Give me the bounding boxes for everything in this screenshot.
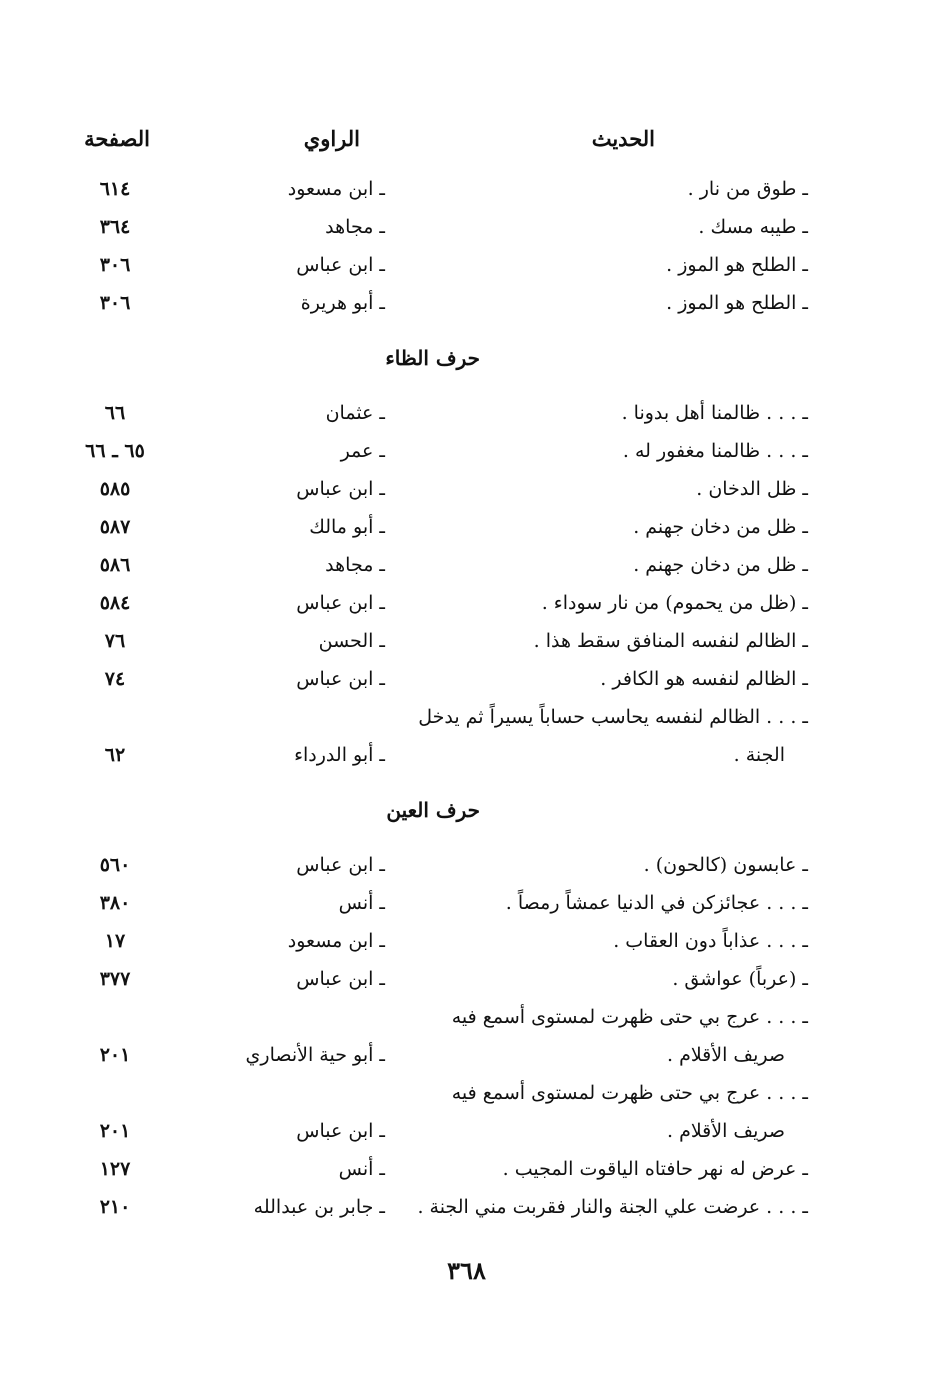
narrator: ـ الحسن <box>318 630 385 652</box>
page-ref: ٥٨٤ <box>99 592 131 614</box>
narrator: ـ مجاهد <box>325 216 385 238</box>
page-ref: ٦١٤ <box>99 178 131 200</box>
page-number: ٣٦٨ <box>447 1256 486 1285</box>
table-row <box>60 1188 840 1226</box>
hadith-text: ـ ظل من دخان جهنم . <box>633 516 808 538</box>
table-row <box>60 736 840 774</box>
narrator: ـ أبو حية الأنصاري <box>245 1044 385 1066</box>
narrator: ـ ابن عباس <box>296 254 385 276</box>
page-ref: ١٢٧ <box>99 1158 131 1180</box>
table-row <box>60 1112 840 1150</box>
narrator: ـ ابن عباس <box>296 668 385 690</box>
narrator: ـ أنس <box>338 892 385 914</box>
page-ref: ٥٦٠ <box>99 854 131 876</box>
hadith-text: ـ . . . عرج بي حتى ظهرت لمستوى أسمع فيه <box>451 1006 808 1028</box>
page-ref: ٢٠١ <box>99 1044 131 1066</box>
narrator: ـ أبو مالك <box>309 516 385 538</box>
hadith-text: ـ عرض له نهر حافتاه الياقوت المجيب . <box>502 1158 808 1180</box>
page-ref: ٥٨٦ <box>99 554 131 576</box>
narrator: ـ أبو هريرة <box>300 292 385 314</box>
narrator: ـ ابن عباس <box>296 968 385 990</box>
section-title: حرف الظاء <box>385 346 480 370</box>
section-heading-ain <box>60 774 840 846</box>
section-title: حرف العين <box>386 798 480 822</box>
table-row <box>60 698 840 736</box>
hadith-text: ـ عابسون (كالحون) . <box>643 854 808 876</box>
narrator: ـ جابر بن عبدالله <box>253 1196 385 1218</box>
page-ref: ٣٦٤ <box>99 216 131 238</box>
page-ref: ٦٥ ـ ٦٦ <box>85 440 145 462</box>
table-row <box>60 846 840 884</box>
table-row <box>60 998 840 1036</box>
table-row <box>60 284 840 322</box>
hadith-text: ـ . . . عجائزكن في الدنيا عمشاً رمصاً . <box>505 892 808 914</box>
index-table <box>60 170 840 1226</box>
hadith-text: ـ طوق من نار . <box>687 178 808 200</box>
page-ref: ٦٢ <box>104 744 126 766</box>
table-row <box>60 884 840 922</box>
narrator: ـ ابن مسعود <box>287 178 385 200</box>
table-row <box>60 960 840 998</box>
header-page: الصفحة <box>84 126 150 151</box>
hadith-text: ـ الطلح هو الموز . <box>666 254 808 276</box>
narrator: ـ عثمان <box>325 402 385 424</box>
hadith-text: ـ . . . عرج بي حتى ظهرت لمستوى أسمع فيه <box>451 1082 808 1104</box>
hadith-text: ـ (ظل من يحموم) من نار سوداء . <box>541 592 808 614</box>
page-ref: ٣٠٦ <box>99 292 131 314</box>
table-row <box>60 432 840 470</box>
hadith-text: ـ . . . ظالمنا أهل بدونا . <box>621 402 808 424</box>
table-row <box>60 1036 840 1074</box>
table-row <box>60 622 840 660</box>
narrator: ـ عمر <box>340 440 385 462</box>
hadith-text: ـ ظل من دخان جهنم . <box>633 554 808 576</box>
table-row <box>60 584 840 622</box>
page-ref: ٥٨٥ <box>99 478 131 500</box>
hadith-text: ـ . . . عذاباً دون العقاب . <box>613 930 808 952</box>
narrator: ـ ابن عباس <box>296 854 385 876</box>
table-header <box>60 126 840 160</box>
table-row <box>60 208 840 246</box>
page-ref: ٧٦ <box>104 630 126 652</box>
hadith-text-continued: صريف الأقلام . <box>667 1044 785 1066</box>
page-ref: ٧٤ <box>104 668 126 690</box>
section-heading-zaa <box>60 322 840 394</box>
table-row <box>60 470 840 508</box>
header-narrator: الراوي <box>303 126 360 151</box>
hadith-text: ـ (عرباً) عواشق . <box>672 968 808 990</box>
page-ref: ٢٠١ <box>99 1120 131 1142</box>
hadith-text: ـ ظل الدخان . <box>696 478 808 500</box>
page-ref: ٣٠٦ <box>99 254 131 276</box>
page-ref: ١٧ <box>104 930 126 952</box>
page-ref: ٢١٠ <box>99 1196 131 1218</box>
hadith-text: ـ . . . ظالمنا مغفور له . <box>622 440 808 462</box>
narrator: ـ ابن عباس <box>296 478 385 500</box>
hadith-text: ـ . . . عرضت علي الجنة والنار فقربت مني الجنة . <box>417 1196 808 1218</box>
page-ref: ٣٧٧ <box>99 968 131 990</box>
hadith-text-continued: الجنة . <box>733 744 785 766</box>
narrator: ـ أنس <box>338 1158 385 1180</box>
header-hadith: الحديث <box>591 126 655 151</box>
page-ref: ٥٨٧ <box>99 516 131 538</box>
page-ref: ٣٨٠ <box>99 892 131 914</box>
narrator: ـ ابن عباس <box>296 592 385 614</box>
hadith-text: ـ طيبه مسك . <box>698 216 808 238</box>
narrator: ـ مجاهد <box>325 554 385 576</box>
narrator: ـ ابن مسعود <box>287 930 385 952</box>
table-row <box>60 394 840 432</box>
hadith-text: ـ الظالم لنفسه هو الكافر . <box>600 668 808 690</box>
table-row <box>60 508 840 546</box>
table-row <box>60 546 840 584</box>
table-row <box>60 922 840 960</box>
hadith-text: ـ الطلح هو الموز . <box>666 292 808 314</box>
table-row <box>60 1150 840 1188</box>
hadith-text-continued: صريف الأقلام . <box>667 1120 785 1142</box>
page-ref: ٦٦ <box>104 402 126 424</box>
hadith-text: ـ . . . الظالم لنفسه يحاسب حساباً يسيراً ثم يدخل <box>418 706 808 728</box>
table-row <box>60 660 840 698</box>
hadith-text: ـ الظالم لنفسه المنافق سقط هذا . <box>533 630 808 652</box>
table-row <box>60 246 840 284</box>
narrator: ـ أبو الدرداء <box>294 744 385 766</box>
narrator: ـ ابن عباس <box>296 1120 385 1142</box>
table-row <box>60 170 840 208</box>
table-row <box>60 1074 840 1112</box>
